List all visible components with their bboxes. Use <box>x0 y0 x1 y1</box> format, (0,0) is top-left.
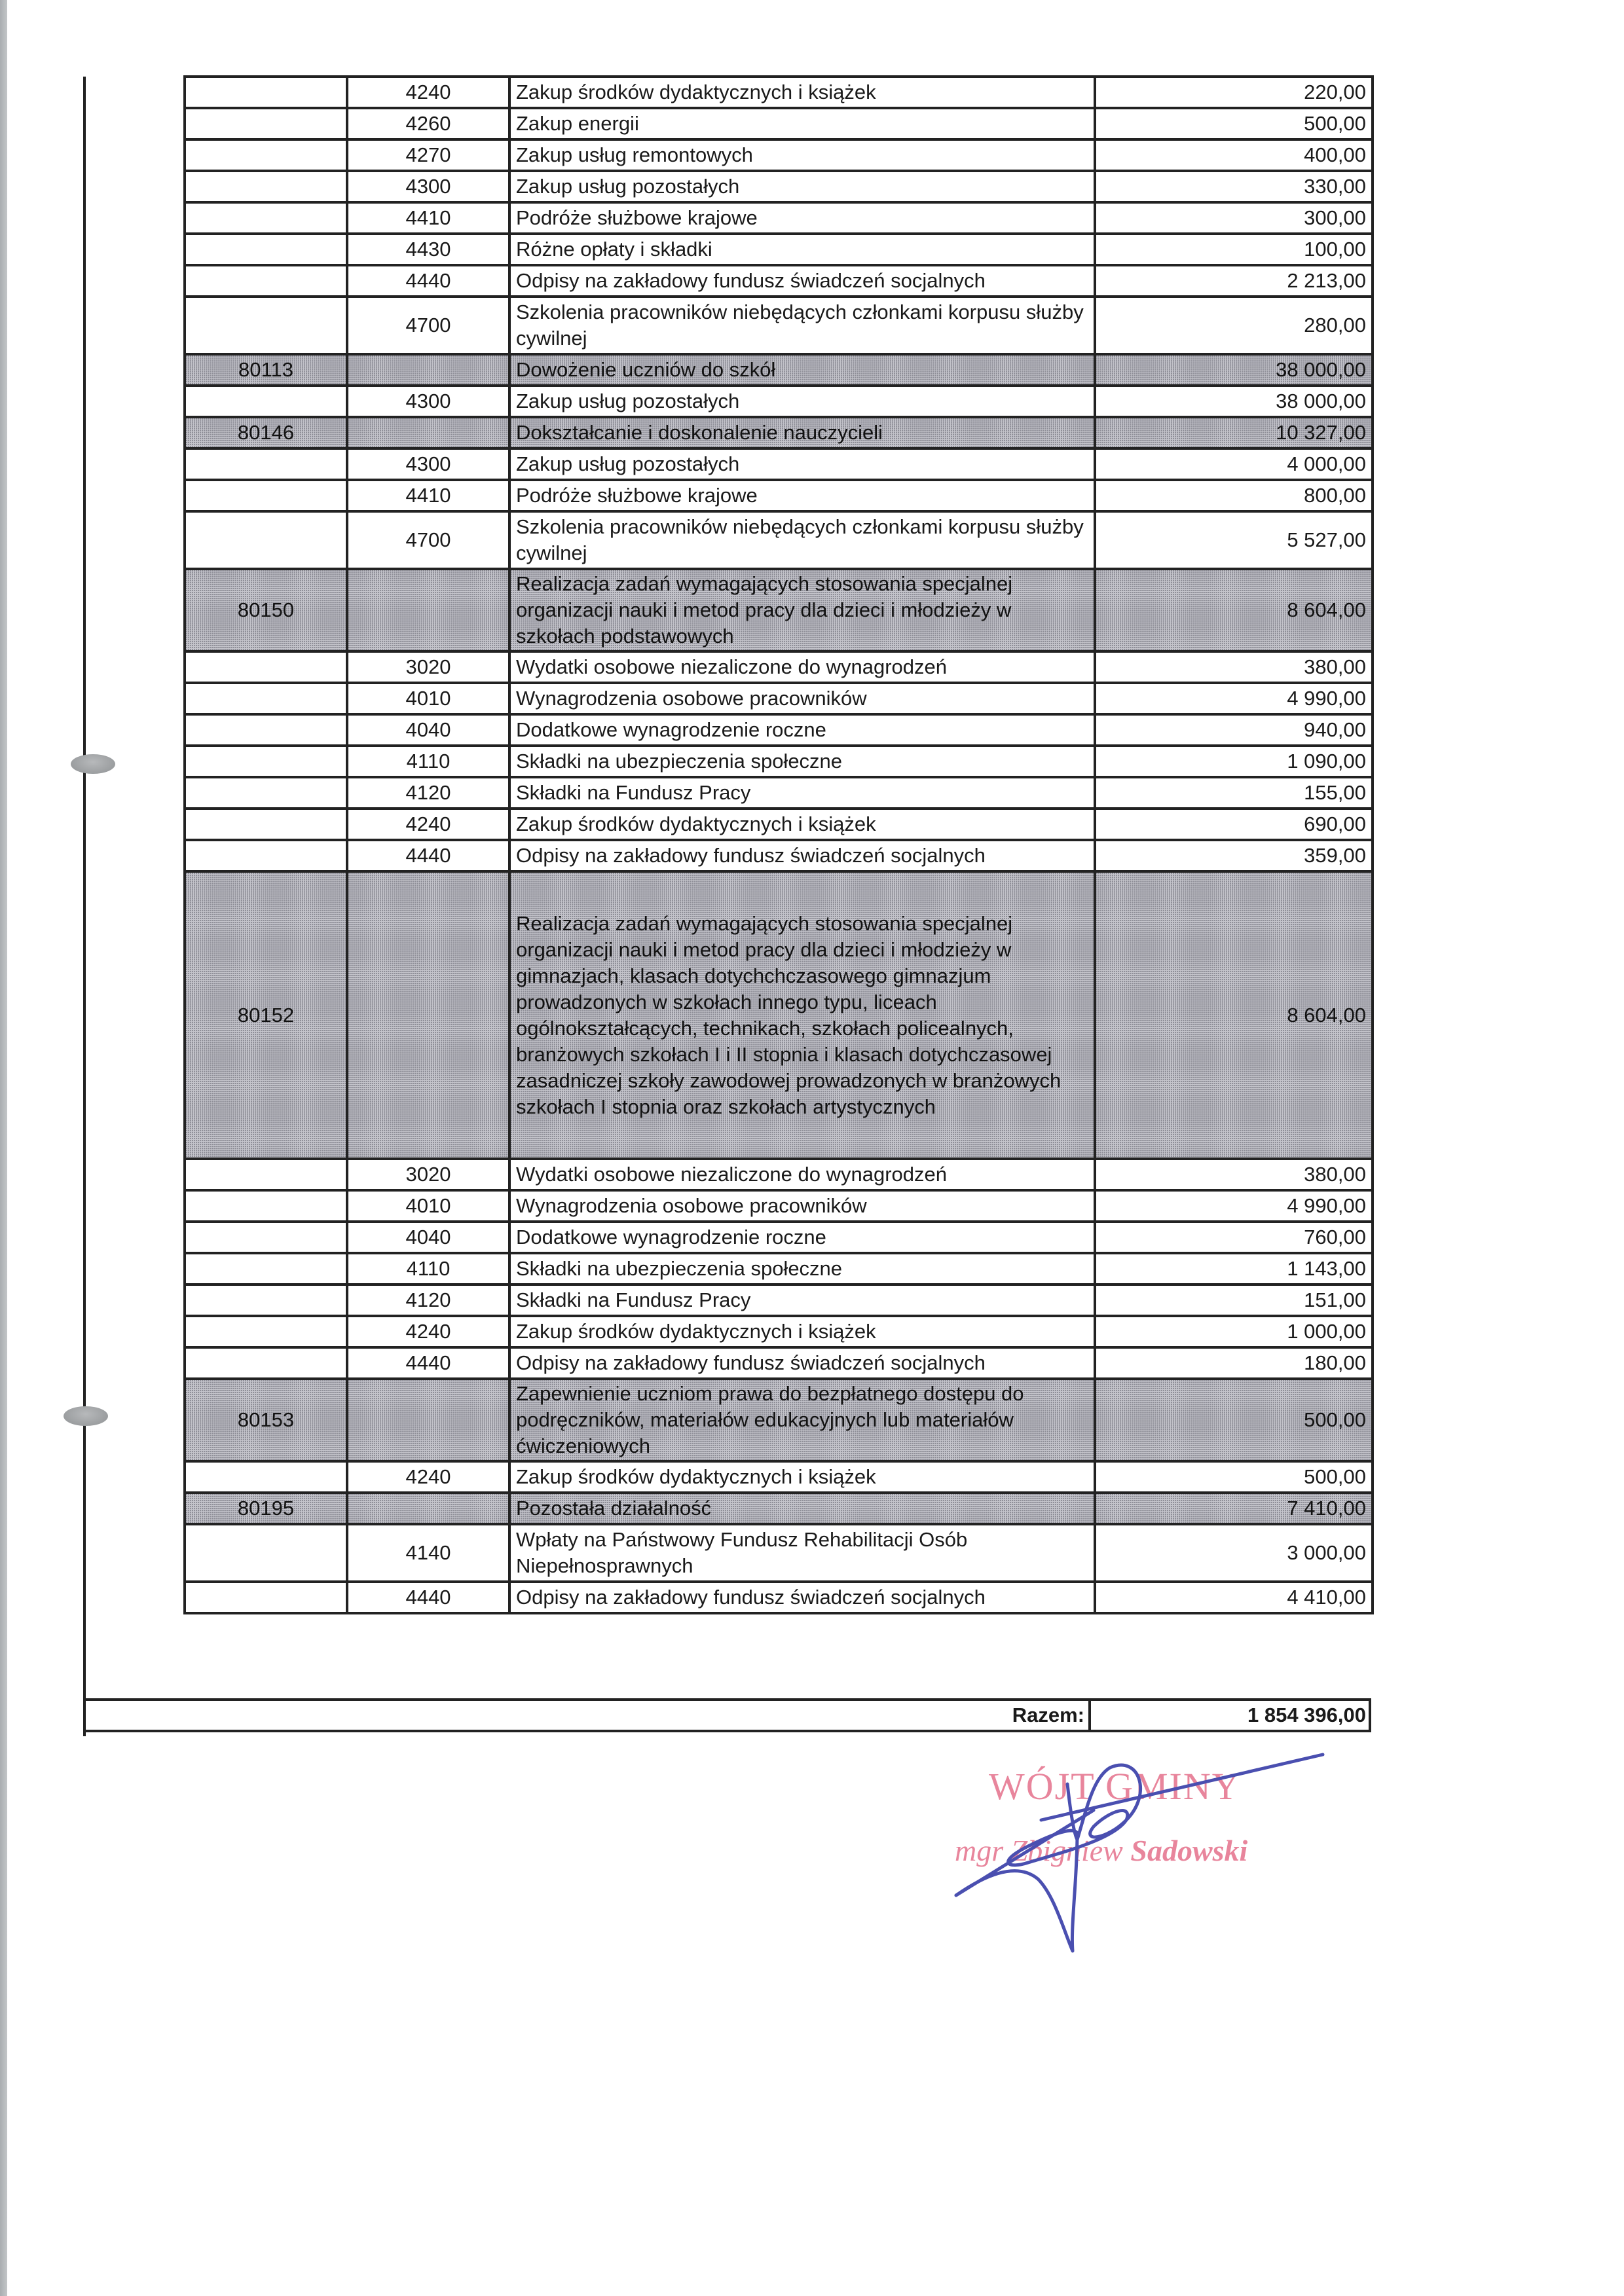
division-cell <box>185 139 347 171</box>
description-cell: Zakup energii <box>509 108 1095 139</box>
description-cell: Składki na ubezpieczenia społeczne <box>509 746 1095 777</box>
description-cell: Dodatkowe wynagrodzenie roczne <box>509 1222 1095 1253</box>
amount-cell: 800,00 <box>1095 480 1373 511</box>
amount-cell: 280,00 <box>1095 297 1373 354</box>
paragraph-cell: 4430 <box>347 234 509 265</box>
paragraph-cell: 4440 <box>347 1582 509 1613</box>
amount-cell: 4 410,00 <box>1095 1582 1373 1613</box>
paragraph-cell: 4110 <box>347 1253 509 1285</box>
item-row <box>185 840 1373 871</box>
division-cell <box>185 1461 347 1493</box>
signature-stroke <box>956 1810 1094 1895</box>
amount-cell: 500,00 <box>1095 1461 1373 1493</box>
description-cell: Zakup środków dydaktycznych i książek <box>509 77 1095 108</box>
official-stamp <box>930 1735 1336 1971</box>
paragraph-cell <box>347 1379 509 1461</box>
item-row <box>185 77 1373 108</box>
item-row <box>185 448 1373 480</box>
paragraph-cell: 4300 <box>347 171 509 202</box>
division-cell <box>185 480 347 511</box>
item-row <box>185 1524 1373 1582</box>
paragraph-cell: 3020 <box>347 651 509 683</box>
amount-cell: 151,00 <box>1095 1285 1373 1316</box>
paragraph-cell <box>347 1493 509 1524</box>
description-cell: Składki na Fundusz Pracy <box>509 777 1095 809</box>
division-cell <box>185 265 347 297</box>
division-cell: 80195 <box>185 1493 347 1524</box>
amount-cell: 10 327,00 <box>1095 417 1373 448</box>
amount-cell: 38 000,00 <box>1095 354 1373 386</box>
binding-margin-line <box>83 77 86 1736</box>
item-row <box>185 386 1373 417</box>
total-label: Razem: <box>1012 1704 1084 1726</box>
item-row <box>185 746 1373 777</box>
paragraph-cell: 4240 <box>347 1461 509 1493</box>
punch-hole <box>71 754 115 774</box>
division-cell <box>185 1222 347 1253</box>
amount-cell: 8 604,00 <box>1095 569 1373 651</box>
item-row <box>185 511 1373 569</box>
item-row <box>185 1190 1373 1222</box>
paragraph-cell <box>347 417 509 448</box>
paragraph-cell: 4410 <box>347 480 509 511</box>
description-cell: Różne opłaty i składki <box>509 234 1095 265</box>
paragraph-cell: 4120 <box>347 1285 509 1316</box>
description-cell: Odpisy na zakładowy fundusz świadczeń socjalnych <box>509 1582 1095 1613</box>
paragraph-cell: 4410 <box>347 202 509 234</box>
amount-cell: 380,00 <box>1095 651 1373 683</box>
description-cell: Realizacja zadań wymagających stosowania specjalnej organizacji nauki i metod pracy dla dzieci i młodzieży w szkołach podstawowych <box>509 569 1095 651</box>
paragraph-cell: 4270 <box>347 139 509 171</box>
amount-cell: 760,00 <box>1095 1222 1373 1253</box>
paragraph-cell: 4440 <box>347 840 509 871</box>
division-cell <box>185 297 347 354</box>
punch-hole <box>64 1406 108 1426</box>
total-value: 1 854 396,00 <box>1247 1704 1366 1726</box>
paragraph-cell: 4440 <box>347 1347 509 1379</box>
description-cell: Dodatkowe wynagrodzenie roczne <box>509 714 1095 746</box>
description-cell: Podróże służbowe krajowe <box>509 202 1095 234</box>
description-cell: Zakup usług remontowych <box>509 139 1095 171</box>
handwritten-signature <box>930 1735 1336 1971</box>
division-cell: 80153 <box>185 1379 347 1461</box>
amount-cell: 3 000,00 <box>1095 1524 1373 1582</box>
amount-cell: 300,00 <box>1095 202 1373 234</box>
division-cell <box>185 809 347 840</box>
item-row <box>185 1159 1373 1190</box>
paragraph-cell: 4240 <box>347 1316 509 1347</box>
description-cell: Pozostała działalność <box>509 1493 1095 1524</box>
item-row <box>185 234 1373 265</box>
description-cell: Wynagrodzenia osobowe pracowników <box>509 1190 1095 1222</box>
description-cell: Realizacja zadań wymagających stosowania specjalnej organizacji nauki i metod pracy dla dzieci i młodzieży w gimnazjach, klasach dotychchczasowego gimnazjum prowadzonych w szkołach innego typu, liceach ogólnokształcących, technikach, szkołach policealnych, branżowych szkołach I i II stopnia i klasach dotychczasowej zasadniczej szkoły zawodowej prowadzonych w branżowych szkołach I stopnia oraz szkołach artystycznych <box>509 871 1095 1159</box>
paragraph-cell <box>347 871 509 1159</box>
amount-cell: 4 990,00 <box>1095 683 1373 714</box>
division-cell <box>185 1253 347 1285</box>
description-cell: Podróże służbowe krajowe <box>509 480 1095 511</box>
item-row <box>185 1253 1373 1285</box>
description-cell: Zapewnienie uczniom prawa do bezpłatnego dostępu do podręczników, materiałów edukacyjnych lub materiałów ćwiczeniowych <box>509 1379 1095 1461</box>
item-row <box>185 265 1373 297</box>
paragraph-cell: 4300 <box>347 448 509 480</box>
description-cell: Składki na ubezpieczenia społeczne <box>509 1253 1095 1285</box>
paragraph-cell: 4700 <box>347 297 509 354</box>
paragraph-cell: 4040 <box>347 1222 509 1253</box>
amount-cell: 38 000,00 <box>1095 386 1373 417</box>
paragraph-cell: 4140 <box>347 1524 509 1582</box>
scan-edge-shadow <box>0 0 7 2296</box>
amount-cell: 400,00 <box>1095 139 1373 171</box>
division-cell <box>185 386 347 417</box>
division-cell <box>185 746 347 777</box>
description-cell: Szkolenia pracowników niebędących członkami korpusu służby cywilnej <box>509 511 1095 569</box>
description-cell: Odpisy na zakładowy fundusz świadczeń socjalnych <box>509 840 1095 871</box>
item-row <box>185 809 1373 840</box>
amount-cell: 1 000,00 <box>1095 1316 1373 1347</box>
item-row <box>185 777 1373 809</box>
description-cell: Zakup środków dydaktycznych i książek <box>509 1461 1095 1493</box>
division-cell <box>185 77 347 108</box>
stamp-name-prefix: mgr Zbigniew <box>955 1834 1131 1867</box>
total-row <box>86 1698 1371 1732</box>
total-divider <box>1088 1701 1091 1730</box>
budget-table-body <box>185 77 1373 1613</box>
budget-expenditure-table <box>183 75 1374 1614</box>
item-row <box>185 1316 1373 1347</box>
division-cell <box>185 202 347 234</box>
description-cell: Wydatki osobowe niezaliczone do wynagrodzeń <box>509 1159 1095 1190</box>
division-cell <box>185 448 347 480</box>
amount-cell: 500,00 <box>1095 1379 1373 1461</box>
paragraph-cell: 4010 <box>347 1190 509 1222</box>
amount-cell: 4 990,00 <box>1095 1190 1373 1222</box>
item-row <box>185 1461 1373 1493</box>
division-cell <box>185 1582 347 1613</box>
amount-cell: 359,00 <box>1095 840 1373 871</box>
description-cell: Zakup usług pozostałych <box>509 386 1095 417</box>
description-cell: Dowożenie uczniów do szkół <box>509 354 1095 386</box>
division-cell <box>185 234 347 265</box>
description-cell: Wynagrodzenia osobowe pracowników <box>509 683 1095 714</box>
section-row <box>185 1379 1373 1461</box>
amount-cell: 940,00 <box>1095 714 1373 746</box>
division-cell <box>185 1159 347 1190</box>
section-row <box>185 417 1373 448</box>
item-row <box>185 480 1373 511</box>
division-cell: 80152 <box>185 871 347 1159</box>
paragraph-cell: 4700 <box>347 511 509 569</box>
section-row <box>185 354 1373 386</box>
item-row <box>185 108 1373 139</box>
signature-stroke <box>1041 1755 1323 1820</box>
paragraph-cell <box>347 354 509 386</box>
item-row <box>185 297 1373 354</box>
description-cell: Odpisy na zakładowy fundusz świadczeń socjalnych <box>509 1347 1095 1379</box>
amount-cell: 4 000,00 <box>1095 448 1373 480</box>
amount-cell: 1 090,00 <box>1095 746 1373 777</box>
paragraph-cell: 4440 <box>347 265 509 297</box>
division-cell: 80150 <box>185 569 347 651</box>
paragraph-cell: 4240 <box>347 77 509 108</box>
description-cell: Odpisy na zakładowy fundusz świadczeń socjalnych <box>509 265 1095 297</box>
paragraph-cell: 4120 <box>347 777 509 809</box>
paragraph-cell <box>347 569 509 651</box>
division-cell <box>185 1190 347 1222</box>
amount-cell: 330,00 <box>1095 171 1373 202</box>
division-cell <box>185 511 347 569</box>
section-row <box>185 1493 1373 1524</box>
stamp-title: WÓJT GMINY <box>989 1765 1241 1808</box>
amount-cell: 8 604,00 <box>1095 871 1373 1159</box>
item-row <box>185 171 1373 202</box>
paragraph-cell: 4300 <box>347 386 509 417</box>
description-cell: Wydatki osobowe niezaliczone do wynagrodzeń <box>509 651 1095 683</box>
amount-cell: 155,00 <box>1095 777 1373 809</box>
description-cell: Składki na Fundusz Pracy <box>509 1285 1095 1316</box>
paragraph-cell: 4010 <box>347 683 509 714</box>
item-row <box>185 1347 1373 1379</box>
item-row <box>185 1222 1373 1253</box>
division-cell <box>185 683 347 714</box>
amount-cell: 500,00 <box>1095 108 1373 139</box>
item-row <box>185 139 1373 171</box>
paragraph-cell: 3020 <box>347 1159 509 1190</box>
section-row <box>185 569 1373 651</box>
division-cell <box>185 1524 347 1582</box>
item-row <box>185 202 1373 234</box>
description-cell: Wpłaty na Państwowy Fundusz Rehabilitacji Osób Niepełnosprawnych <box>509 1524 1095 1582</box>
division-cell <box>185 108 347 139</box>
description-cell: Zakup środków dydaktycznych i książek <box>509 1316 1095 1347</box>
division-cell <box>185 171 347 202</box>
section-row <box>185 871 1373 1159</box>
amount-cell: 2 213,00 <box>1095 265 1373 297</box>
division-cell <box>185 1347 347 1379</box>
amount-cell: 7 410,00 <box>1095 1493 1373 1524</box>
paragraph-cell: 4260 <box>347 108 509 139</box>
description-cell: Dokształcanie i doskonalenie nauczycieli <box>509 417 1095 448</box>
amount-cell: 690,00 <box>1095 809 1373 840</box>
division-cell <box>185 651 347 683</box>
item-row <box>185 683 1373 714</box>
description-cell: Zakup usług pozostałych <box>509 448 1095 480</box>
division-cell: 80146 <box>185 417 347 448</box>
division-cell <box>185 714 347 746</box>
amount-cell: 5 527,00 <box>1095 511 1373 569</box>
stamp-name-surname: Sadowski <box>1130 1834 1248 1867</box>
description-cell: Zakup usług pozostałych <box>509 171 1095 202</box>
division-cell <box>185 840 347 871</box>
item-row <box>185 1582 1373 1613</box>
item-row <box>185 1285 1373 1316</box>
division-cell: 80113 <box>185 354 347 386</box>
amount-cell: 1 143,00 <box>1095 1253 1373 1285</box>
paragraph-cell: 4110 <box>347 746 509 777</box>
amount-cell: 180,00 <box>1095 1347 1373 1379</box>
signature-stroke <box>956 1765 1141 1951</box>
division-cell <box>185 777 347 809</box>
item-row <box>185 714 1373 746</box>
description-cell: Zakup środków dydaktycznych i książek <box>509 809 1095 840</box>
division-cell <box>185 1285 347 1316</box>
division-cell <box>185 1316 347 1347</box>
item-row <box>185 651 1373 683</box>
amount-cell: 380,00 <box>1095 1159 1373 1190</box>
paragraph-cell: 4040 <box>347 714 509 746</box>
amount-cell: 100,00 <box>1095 234 1373 265</box>
amount-cell: 220,00 <box>1095 77 1373 108</box>
description-cell: Szkolenia pracowników niebędących członkami korpusu służby cywilnej <box>509 297 1095 354</box>
paragraph-cell: 4240 <box>347 809 509 840</box>
